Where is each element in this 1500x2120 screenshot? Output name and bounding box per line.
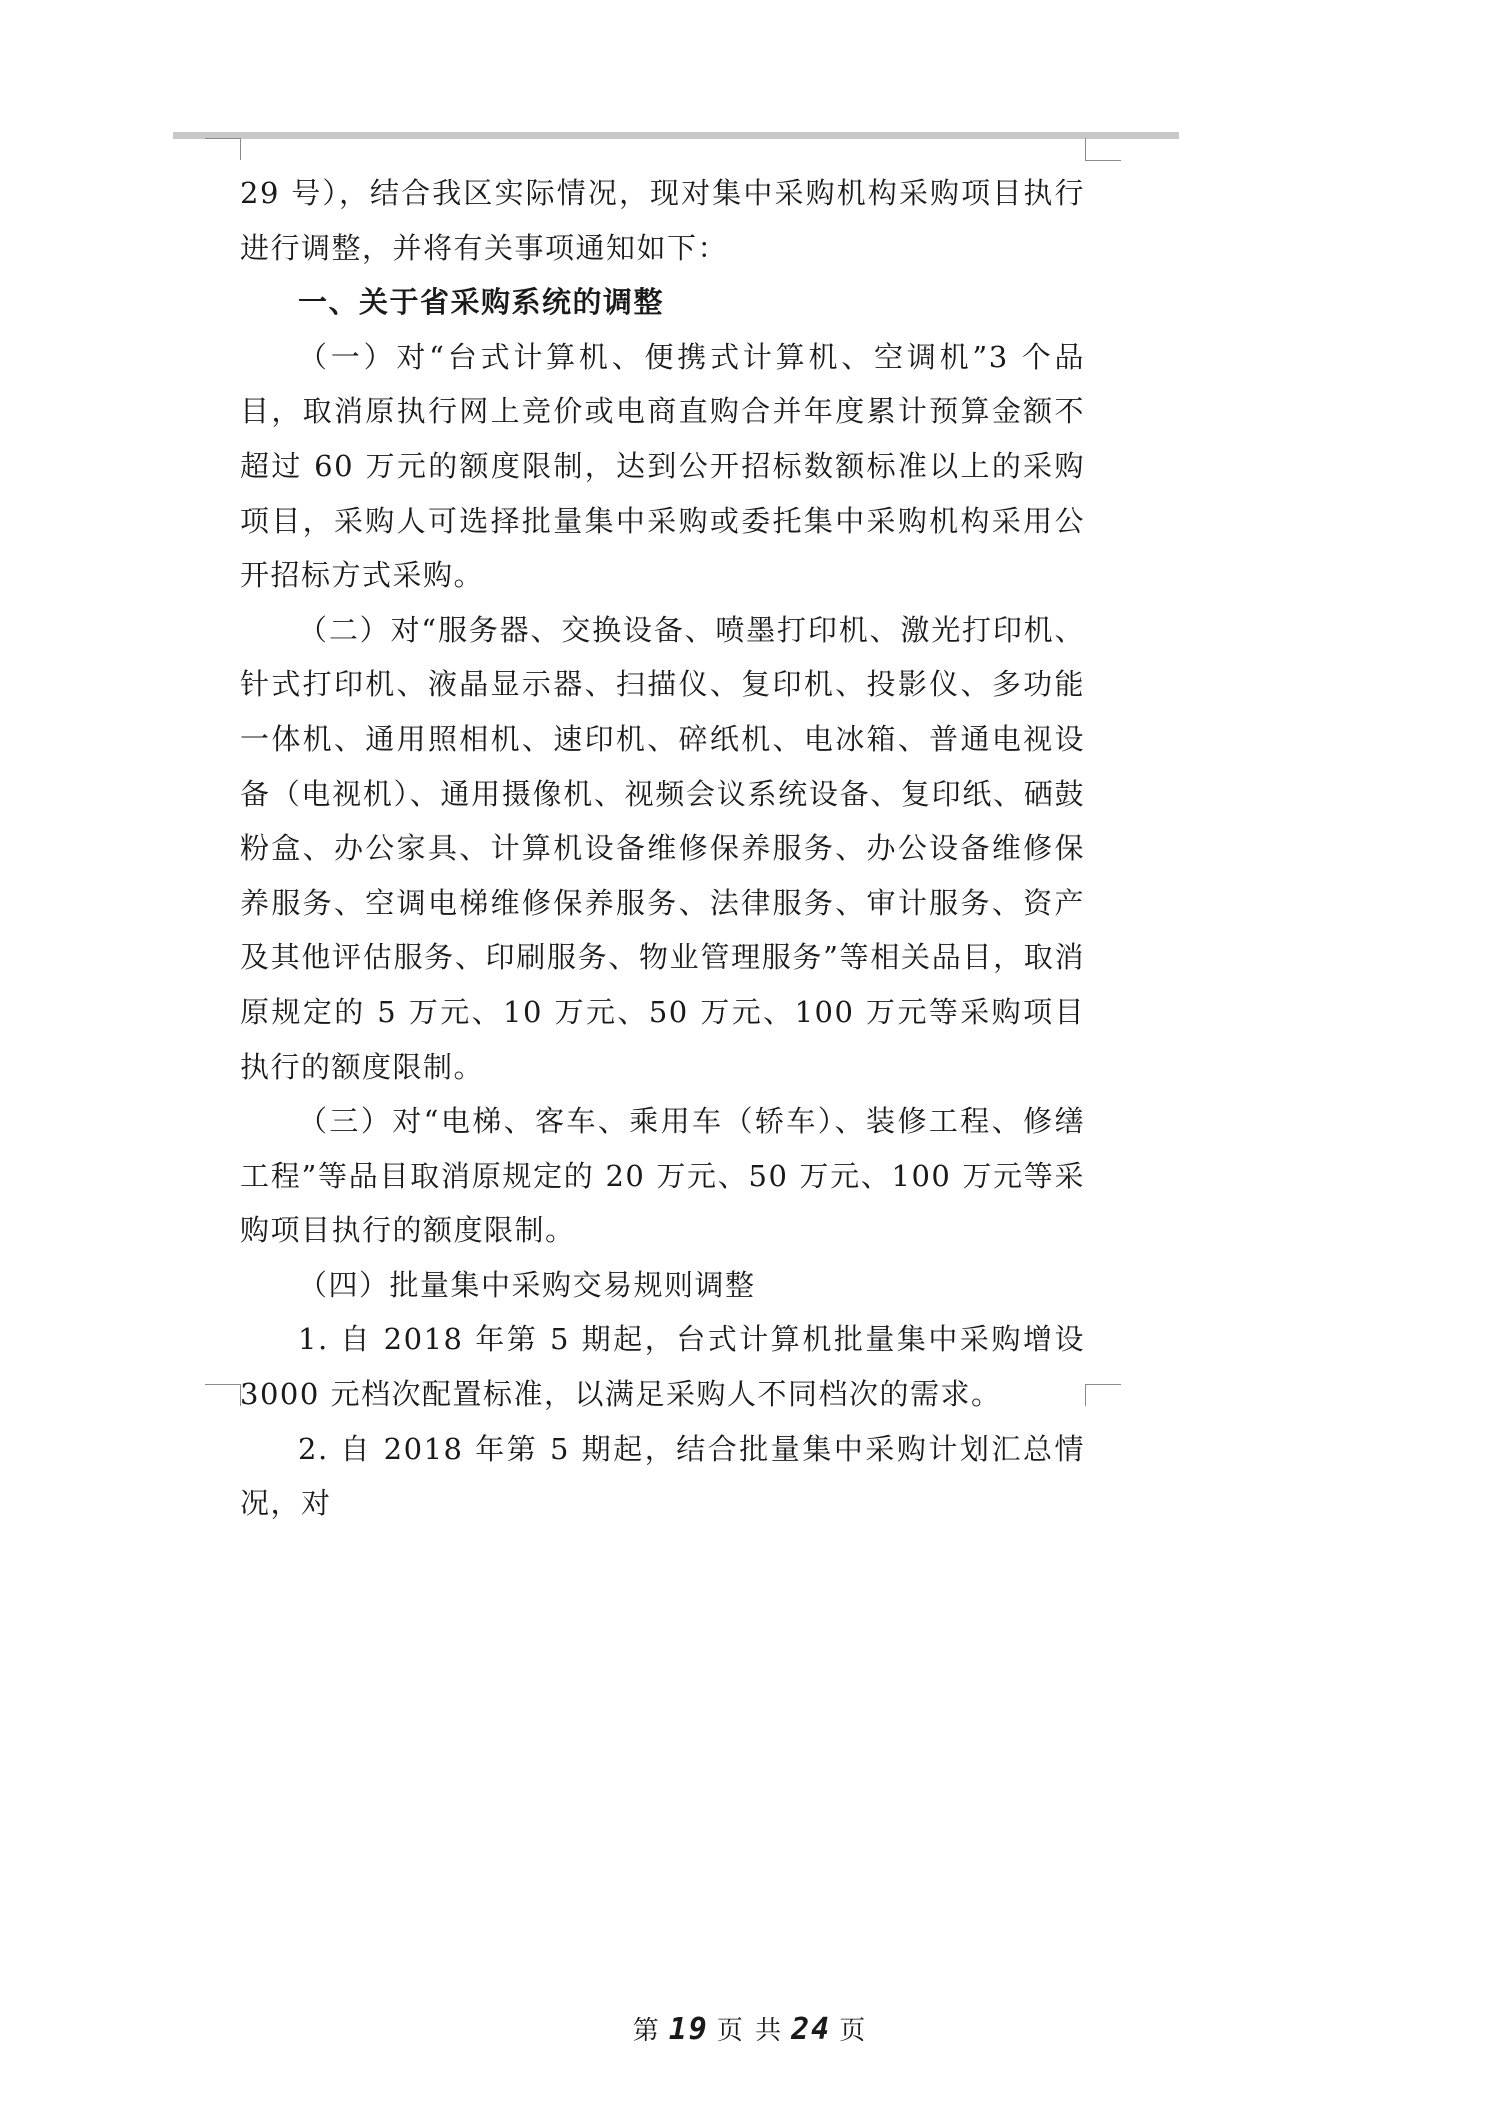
- footer-middle: 页 共: [716, 2016, 784, 2046]
- paragraph-subitem-2: 2. 自 2018 年第 5 期起，结合批量集中采购计划汇总情况，对: [240, 1431, 1085, 1521]
- paragraph-item-3: （三）对“电梯、客车、乘用车（轿车）、装修工程、修缮工程”等品目取消原规定的 20 万元、50 万元、100 万元等采购项目执行的额度限制。: [240, 1104, 1085, 1248]
- paragraph-item-2: （二）对“服务器、交换设备、喷墨打印机、激光打印机、针式打印机、液晶显示器、扫描仪、复印机、投影仪、多功能一体机、通用照相机、速印机、碎纸机、电冰箱、普通电视设备（电视机）、通用摄像机、视频会议系统设备、复印纸、硒鼓粉盒、办公家具、计算机设备维修保养服务、办公设备维修保养服务、空调电梯维修保养服务、法律服务、审计服务、资产及其他评估服务、印刷服务、物业管理服务”等相关品目，取消原规定的 5 万元、10 万元、50 万元、100 万元等采购项目执行的额度限制。: [240, 612, 1085, 1084]
- crop-mark-bottom-right-vertical: [1085, 1384, 1086, 1406]
- crop-mark-bottom-right: [1085, 1384, 1121, 1385]
- crop-mark-top-left-vertical: [240, 138, 241, 160]
- page-footer: [0, 2010, 1500, 2047]
- paragraph-item-1: （一）对“台式计算机、便携式计算机、空调机”3 个品目，取消原执行网上竞价或电商直购合并年度累计预算金额不超过 60 万元的额度限制，达到公开招标数额标准以上的采购项目，采购人可选择批量集中采购或委托集中采购机构采用公开招标方式采购。: [240, 339, 1085, 593]
- current-page-number: 19: [668, 2012, 709, 2047]
- crop-mark-bottom-left: [205, 1384, 241, 1385]
- paragraph-intro-continuation: 29 号），结合我区实际情况，现对集中采购机构采购项目执行进行调整，并将有关事项通知如下：: [240, 176, 1085, 265]
- footer-suffix: 页: [839, 2016, 868, 2046]
- section-heading-1: 一、关于省采购系统的调整: [298, 285, 665, 320]
- header-rule: [173, 132, 1179, 139]
- footer-prefix: 第: [632, 2016, 661, 2046]
- paragraph-subitem-1: 1. 自 2018 年第 5 期起，台式计算机批量集中采购增设 3000 元档次配置标准，以满足采购人不同档次的需求。: [240, 1322, 1085, 1412]
- paragraph-item-4-title: （四）批量集中采购交易规则调整: [298, 1267, 756, 1302]
- crop-mark-top-right-vertical: [1085, 138, 1086, 160]
- total-page-count: 24: [791, 2012, 832, 2047]
- document-body: [240, 166, 1085, 1531]
- crop-mark-top-right: [1085, 160, 1121, 161]
- crop-mark-top-left: [205, 138, 241, 139]
